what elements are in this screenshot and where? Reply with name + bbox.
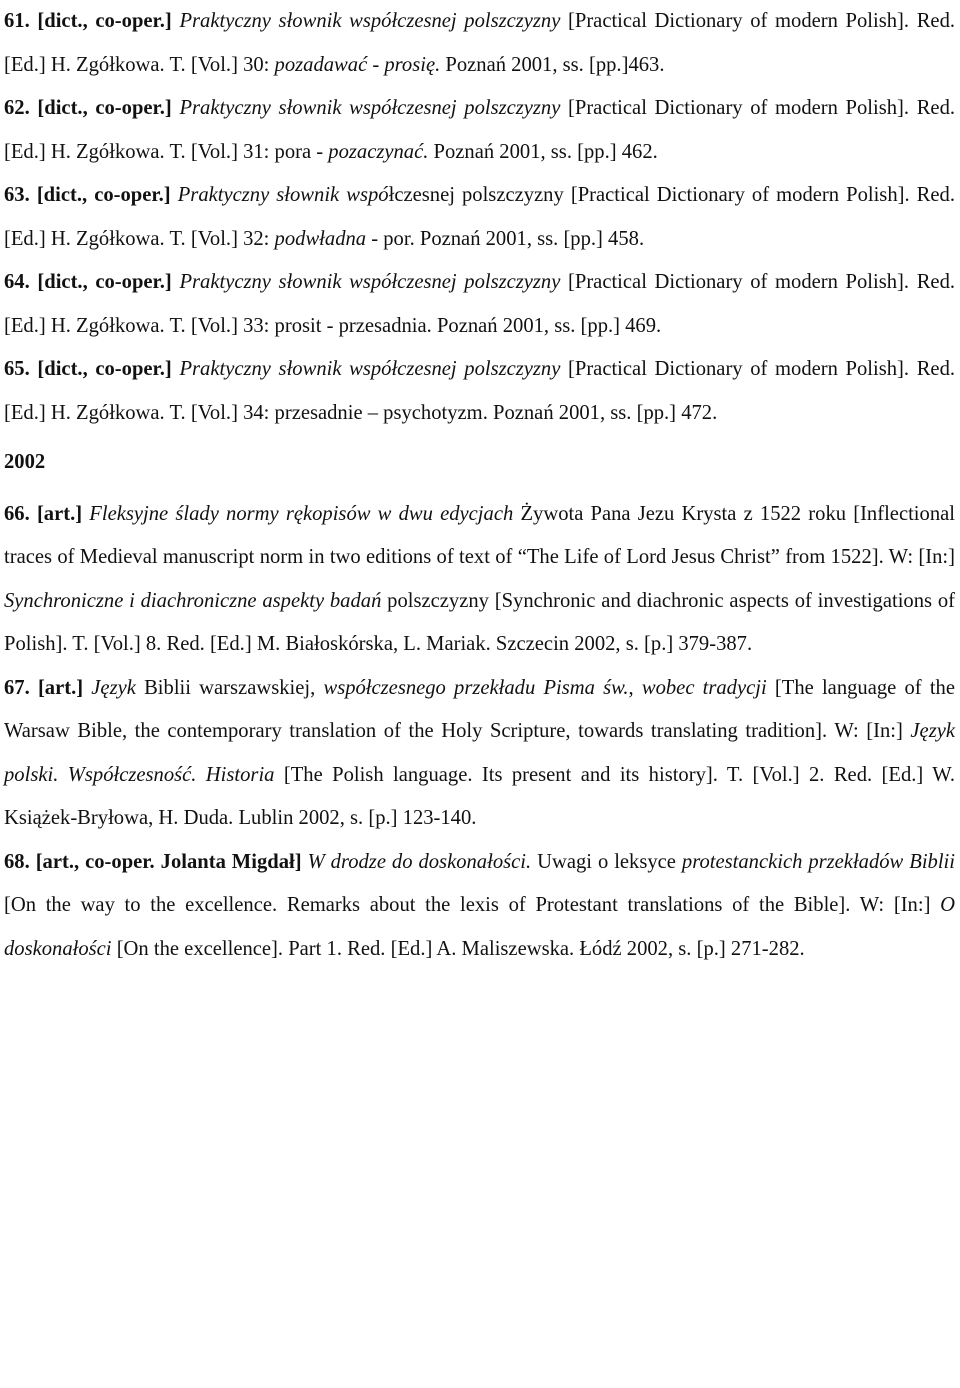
entry-number: 66.	[4, 502, 30, 525]
entry-coauthor: Jolanta Migdał]	[160, 850, 302, 873]
entry-subtitle: Uwagi o leksyce	[531, 850, 682, 873]
entry-title: Praktyczny słownik współczesnej polszczyzny	[179, 10, 561, 32]
entry-title-part-1: Język	[91, 676, 136, 699]
entry-type: [dict., co-oper.]	[37, 10, 172, 32]
entry-title: Praktyczny słownik współczesnej polszczyzny	[179, 97, 561, 119]
entry-details: [Practical Dictionary of modern Polish]. Red. [Ed.] H. Zgółkowa. T. [Vol.] 34: przesadnie – psychotyzm. Poznań 2001, ss. [pp.] 472.	[4, 358, 956, 424]
entry-67	[4, 667, 955, 841]
entry-publication: [On the excellence]. Part 1. Red. [Ed.] A. Maliszewska. Łódź 2002, s. [p.] 271-282.	[111, 937, 805, 960]
entry-number: 67.	[4, 676, 30, 699]
entry-number: 64.	[4, 271, 30, 293]
entry-details: [Practical Dictionary of modern Polish]. Red. [Ed.] H. Zgółkowa. T. [Vol.] 32:	[4, 184, 956, 250]
entry-title-part-3: współczesnego przekładu Pisma św.	[323, 676, 629, 699]
entry-number: 61.	[4, 10, 30, 32]
entry-title-part-2: Biblii warszawskiej,	[135, 676, 324, 699]
entry-title-tail: łczesnej polszczyzny	[388, 184, 564, 206]
entry-details: [The language of the Warsaw Bible, the contemporary translation of the Holy Scripture, towards translating tradition]. W: [In:]	[4, 676, 955, 742]
entry-publication: Poznań 2001, ss. [pp.]463.	[440, 53, 665, 76]
entry-publication: - por. Poznań 2001, ss. [pp.] 458.	[366, 227, 645, 250]
entry-68	[4, 841, 955, 972]
entry-title-plain: Żywota Pana Jezu Krysta z 1522 roku [Inflectional traces of Medieval manuscript norm in two editions of text of “The Life of Lord Jesus Christ” from 1522]. W: [In:]	[4, 502, 955, 568]
entry-64	[4, 261, 955, 348]
entry-title: Praktyczny słownik współczesnej polszczyzny	[179, 271, 561, 293]
entry-subtitle-italic: protestanckich przekładów Biblii	[681, 850, 955, 873]
entry-title: Praktyczny słownik współczesnej polszczyzny	[179, 358, 561, 380]
entry-title-part-4: ,	[628, 676, 642, 699]
entry-title: W drodze do doskonałości.	[307, 850, 532, 873]
entry-source: Język polski. Współczesność. Historia	[4, 720, 955, 786]
entry-volume-range: pozadawać - prosię.	[274, 53, 441, 76]
entry-source: O doskonałości	[4, 894, 955, 960]
entry-66	[4, 493, 955, 667]
entry-number: 65.	[4, 358, 30, 380]
entry-volume-range: podwładna	[274, 227, 367, 250]
entry-publication: Poznań 2001, ss. [pp.] 462.	[428, 140, 658, 163]
entry-type: [art., co-oper.	[35, 850, 155, 873]
entry-title-part-5: wobec tradycji	[641, 676, 767, 699]
entry-type: [art.]	[36, 502, 83, 525]
entry-number: 62.	[4, 97, 30, 119]
entry-62	[4, 87, 955, 174]
entry-details: [Practical Dictionary of modern Polish]. Red. [Ed.] H. Zgółkowa. T. [Vol.] 33: prosit - przesadnia. Poznań 2001, ss. [pp.] 469.	[4, 271, 956, 337]
entry-title: Fleksyjne ślady normy rękopisów w dwu edycjach	[89, 502, 514, 525]
year-heading: 2002	[4, 451, 46, 473]
entry-number: 63.	[4, 184, 30, 206]
entry-65	[4, 348, 955, 435]
entry-source: Synchroniczne i diachroniczne aspekty badań	[4, 589, 382, 612]
entry-type: [dict., co-oper.]	[37, 271, 172, 293]
entry-type: [art.]	[37, 676, 84, 699]
entry-details: [On the way to the excellence. Remarks about the lexis of Protestant translations of the Bible]. W: [In:]	[4, 894, 941, 916]
entry-number: 68.	[4, 850, 30, 873]
entry-type: [dict., co-oper.]	[37, 97, 172, 119]
entry-type: [dict., co-oper.]	[37, 358, 172, 380]
entry-61	[4, 0, 955, 87]
entry-publication: [The Polish language. Its present and its history]. T. [Vol.] 2. Red. [Ed.] W. Książek-Bryłowa, H. Duda. Lublin 2002, s. [p.] 123-140.	[4, 763, 955, 829]
entry-63	[4, 174, 955, 261]
entry-details: [Practical Dictionary of modern Polish]. Red. [Ed.] H. Zgółkowa. T. [Vol.] 30:	[4, 10, 956, 76]
entry-details: polszczyzny [Synchronic and diachronic aspects of investigations of Polish]. T. [Vol.] 8. Red. [Ed.] M. Białoskórska, L. Mariak. Szczecin 2002, s. [p.] 379-387.	[4, 589, 955, 655]
entry-volume-range: pozaczynać.	[328, 140, 429, 163]
entry-type: [dict., co-oper.]	[36, 184, 171, 206]
entry-title: Praktyczny słownik wspó	[177, 184, 389, 206]
entry-details: [Practical Dictionary of modern Polish]. Red. [Ed.] H. Zgółkowa. T. [Vol.] 31: pora -	[4, 97, 956, 163]
